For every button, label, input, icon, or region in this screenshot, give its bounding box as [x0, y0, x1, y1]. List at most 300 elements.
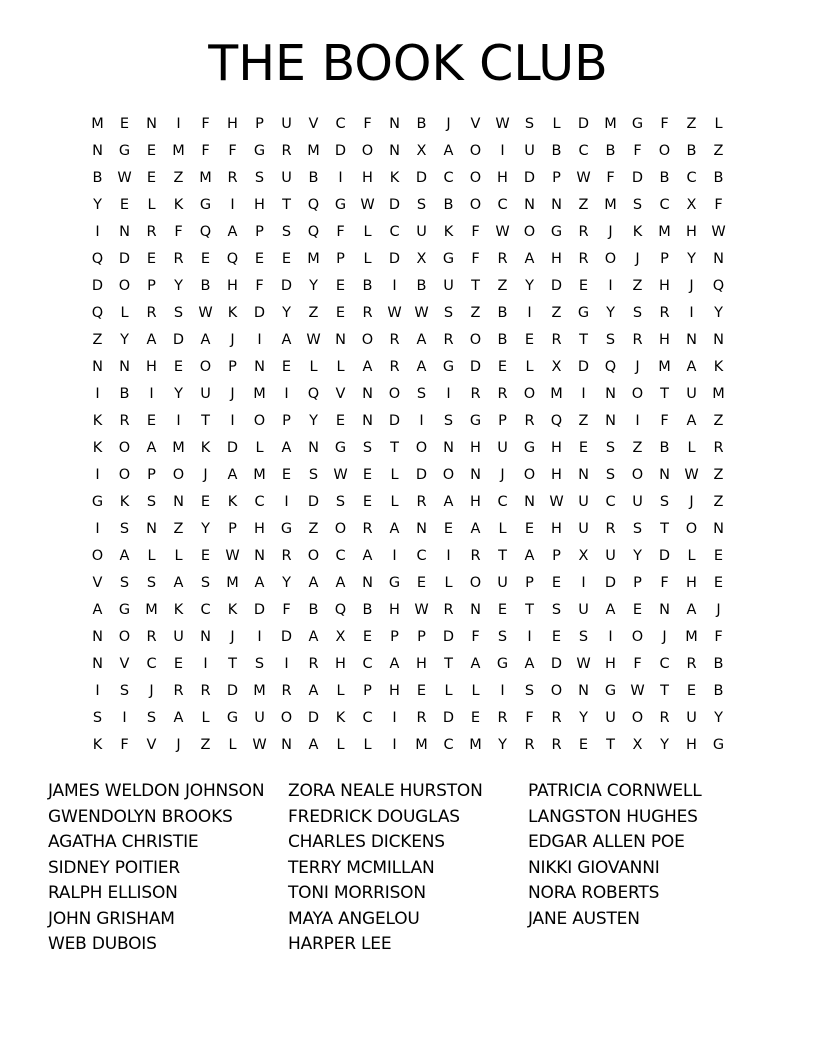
grid-letter[interactable]: I: [446, 386, 451, 402]
grid-letter[interactable]: I: [392, 548, 397, 564]
grid-letter[interactable]: N: [659, 467, 670, 483]
grid-letter[interactable]: H: [686, 575, 697, 591]
grid-letter[interactable]: G: [604, 683, 617, 699]
grid-letter[interactable]: O: [307, 548, 320, 564]
grid-letter[interactable]: L: [390, 467, 399, 483]
grid-letter[interactable]: U: [524, 143, 535, 159]
grid-letter[interactable]: O: [172, 467, 185, 483]
grid-letter[interactable]: N: [362, 413, 373, 429]
grid-letter[interactable]: A: [470, 656, 481, 672]
grid-letter[interactable]: Q: [307, 224, 320, 240]
grid-letter[interactable]: M: [91, 116, 104, 132]
grid-letter[interactable]: N: [92, 629, 103, 645]
grid-letter[interactable]: O: [253, 413, 266, 429]
grid-letter[interactable]: R: [578, 251, 589, 267]
grid-letter[interactable]: N: [119, 224, 130, 240]
grid-letter[interactable]: J: [230, 386, 235, 402]
grid-letter[interactable]: J: [635, 251, 640, 267]
grid-letter[interactable]: A: [119, 548, 130, 564]
grid-letter[interactable]: A: [686, 602, 697, 618]
grid-letter[interactable]: C: [686, 170, 697, 186]
grid-letter[interactable]: V: [146, 737, 157, 753]
grid-letter[interactable]: U: [200, 386, 211, 402]
grid-letter[interactable]: W: [684, 467, 699, 483]
grid-letter[interactable]: S: [335, 494, 346, 510]
grid-letter[interactable]: D: [550, 278, 563, 294]
grid-letter[interactable]: N: [713, 332, 724, 348]
grid-letter[interactable]: Y: [714, 710, 723, 726]
grid-letter[interactable]: J: [689, 494, 694, 510]
grid-letter[interactable]: Z: [632, 278, 643, 294]
grid-letter[interactable]: A: [281, 332, 292, 348]
grid-letter[interactable]: K: [173, 602, 184, 618]
grid-letter[interactable]: D: [280, 278, 293, 294]
grid-letter[interactable]: A: [524, 548, 535, 564]
grid-letter[interactable]: L: [363, 224, 372, 240]
grid-letter[interactable]: A: [308, 629, 319, 645]
grid-letter[interactable]: W: [576, 170, 591, 186]
grid-letter[interactable]: C: [497, 197, 508, 213]
grid-letter[interactable]: I: [95, 467, 100, 483]
grid-letter[interactable]: H: [254, 521, 265, 537]
grid-letter[interactable]: Z: [92, 332, 103, 348]
grid-letter[interactable]: K: [200, 440, 211, 456]
grid-letter[interactable]: E: [281, 467, 292, 483]
grid-letter[interactable]: U: [578, 602, 589, 618]
grid-letter[interactable]: N: [362, 386, 373, 402]
grid-letter[interactable]: Y: [660, 737, 669, 753]
grid-letter[interactable]: Z: [713, 143, 724, 159]
grid-letter[interactable]: M: [226, 575, 239, 591]
grid-letter[interactable]: L: [363, 251, 372, 267]
grid-letter[interactable]: D: [658, 548, 671, 564]
grid-letter[interactable]: I: [419, 413, 424, 429]
grid-letter[interactable]: X: [578, 548, 589, 564]
grid-letter[interactable]: F: [660, 575, 669, 591]
grid-letter[interactable]: T: [282, 197, 291, 213]
grid-letter[interactable]: P: [498, 413, 507, 429]
grid-letter[interactable]: C: [605, 494, 616, 510]
grid-letter[interactable]: O: [388, 386, 401, 402]
grid-letter[interactable]: S: [416, 386, 427, 402]
grid-letter[interactable]: Y: [174, 278, 183, 294]
grid-letter[interactable]: H: [335, 656, 346, 672]
grid-letter[interactable]: E: [146, 143, 157, 159]
grid-letter[interactable]: R: [497, 251, 508, 267]
grid-letter[interactable]: D: [577, 359, 590, 375]
grid-letter[interactable]: T: [660, 683, 669, 699]
grid-letter[interactable]: Y: [714, 305, 723, 321]
grid-letter[interactable]: I: [95, 224, 100, 240]
grid-letter[interactable]: H: [551, 521, 562, 537]
grid-letter[interactable]: S: [119, 575, 130, 591]
grid-letter[interactable]: W: [576, 656, 591, 672]
grid-letter[interactable]: Z: [173, 521, 184, 537]
grid-letter[interactable]: Z: [470, 305, 481, 321]
grid-letter[interactable]: R: [281, 143, 292, 159]
grid-letter[interactable]: A: [389, 521, 400, 537]
grid-letter[interactable]: M: [307, 251, 320, 267]
grid-letter[interactable]: E: [362, 494, 373, 510]
grid-letter[interactable]: R: [578, 224, 589, 240]
grid-letter[interactable]: S: [605, 332, 616, 348]
grid-letter[interactable]: G: [442, 359, 455, 375]
grid-letter[interactable]: R: [551, 737, 562, 753]
grid-letter[interactable]: H: [686, 737, 697, 753]
grid-letter[interactable]: E: [524, 521, 535, 537]
grid-letter[interactable]: R: [497, 710, 508, 726]
grid-letter[interactable]: B: [713, 683, 724, 699]
grid-letter[interactable]: U: [578, 494, 589, 510]
grid-letter[interactable]: O: [118, 440, 131, 456]
grid-letter[interactable]: A: [362, 548, 373, 564]
grid-letter[interactable]: O: [361, 332, 374, 348]
grid-letter[interactable]: A: [362, 359, 373, 375]
grid-letter[interactable]: R: [524, 413, 535, 429]
grid-letter[interactable]: T: [579, 332, 588, 348]
grid-letter[interactable]: L: [309, 359, 318, 375]
grid-letter[interactable]: M: [172, 143, 185, 159]
grid-letter[interactable]: N: [92, 359, 103, 375]
grid-letter[interactable]: R: [497, 386, 508, 402]
grid-letter[interactable]: Q: [226, 251, 239, 267]
grid-letter[interactable]: I: [392, 737, 397, 753]
grid-letter[interactable]: R: [713, 440, 724, 456]
grid-letter[interactable]: N: [470, 602, 481, 618]
grid-letter[interactable]: I: [95, 386, 100, 402]
grid-letter[interactable]: M: [199, 170, 212, 186]
grid-letter[interactable]: U: [686, 386, 697, 402]
grid-letter[interactable]: M: [145, 602, 158, 618]
grid-letter[interactable]: P: [660, 251, 669, 267]
grid-letter[interactable]: R: [470, 548, 481, 564]
grid-letter[interactable]: C: [362, 710, 373, 726]
grid-letter[interactable]: Z: [551, 305, 562, 321]
grid-letter[interactable]: Y: [579, 710, 588, 726]
grid-letter[interactable]: O: [118, 629, 131, 645]
grid-letter[interactable]: S: [119, 521, 130, 537]
grid-letter[interactable]: G: [118, 143, 131, 159]
grid-letter[interactable]: G: [226, 710, 239, 726]
grid-letter[interactable]: P: [336, 251, 345, 267]
grid-letter[interactable]: G: [334, 197, 347, 213]
grid-letter[interactable]: S: [524, 683, 535, 699]
grid-letter[interactable]: A: [605, 602, 616, 618]
grid-letter[interactable]: E: [335, 278, 346, 294]
grid-letter[interactable]: C: [497, 494, 508, 510]
grid-letter[interactable]: I: [284, 656, 289, 672]
grid-letter[interactable]: L: [147, 548, 156, 564]
grid-letter[interactable]: K: [227, 305, 238, 321]
grid-letter[interactable]: T: [606, 737, 615, 753]
grid-letter[interactable]: S: [497, 629, 508, 645]
grid-letter[interactable]: E: [524, 332, 535, 348]
grid-letter[interactable]: A: [443, 494, 454, 510]
grid-letter[interactable]: S: [551, 602, 562, 618]
grid-letter[interactable]: N: [389, 143, 400, 159]
grid-letter[interactable]: Q: [550, 413, 563, 429]
grid-letter[interactable]: R: [551, 332, 562, 348]
grid-letter[interactable]: P: [228, 359, 237, 375]
grid-letter[interactable]: X: [686, 197, 697, 213]
grid-letter[interactable]: B: [308, 170, 319, 186]
grid-letter[interactable]: P: [633, 575, 642, 591]
grid-letter[interactable]: N: [335, 332, 346, 348]
grid-letter[interactable]: H: [389, 683, 400, 699]
grid-letter[interactable]: E: [335, 305, 346, 321]
grid-letter[interactable]: O: [199, 359, 212, 375]
grid-letter[interactable]: H: [686, 224, 697, 240]
grid-letter[interactable]: K: [443, 224, 454, 240]
grid-letter[interactable]: E: [119, 197, 130, 213]
grid-letter[interactable]: N: [524, 494, 535, 510]
grid-letter[interactable]: J: [203, 467, 208, 483]
grid-letter[interactable]: O: [685, 521, 698, 537]
grid-letter[interactable]: K: [389, 170, 400, 186]
grid-letter[interactable]: O: [469, 170, 482, 186]
grid-letter[interactable]: O: [280, 710, 293, 726]
grid-letter[interactable]: D: [388, 413, 401, 429]
grid-letter[interactable]: I: [284, 494, 289, 510]
grid-letter[interactable]: G: [469, 413, 482, 429]
grid-letter[interactable]: U: [605, 548, 616, 564]
grid-letter[interactable]: Y: [282, 305, 291, 321]
grid-letter[interactable]: E: [362, 467, 373, 483]
grid-letter[interactable]: N: [578, 683, 589, 699]
grid-letter[interactable]: G: [523, 440, 536, 456]
grid-letter[interactable]: A: [308, 737, 319, 753]
grid-letter[interactable]: O: [118, 467, 131, 483]
grid-letter[interactable]: O: [469, 143, 482, 159]
grid-letter[interactable]: D: [388, 197, 401, 213]
grid-letter[interactable]: H: [362, 170, 373, 186]
grid-letter[interactable]: R: [389, 359, 400, 375]
grid-letter[interactable]: N: [416, 521, 427, 537]
grid-letter[interactable]: S: [443, 413, 454, 429]
grid-letter[interactable]: P: [147, 278, 156, 294]
grid-letter[interactable]: W: [549, 494, 564, 510]
grid-letter[interactable]: M: [469, 737, 482, 753]
grid-letter[interactable]: M: [550, 386, 563, 402]
grid-letter[interactable]: G: [577, 305, 590, 321]
grid-letter[interactable]: Y: [309, 413, 318, 429]
grid-letter[interactable]: T: [660, 386, 669, 402]
grid-letter[interactable]: D: [91, 278, 104, 294]
grid-letter[interactable]: M: [253, 467, 266, 483]
grid-letter[interactable]: L: [336, 359, 345, 375]
grid-letter[interactable]: N: [524, 197, 535, 213]
grid-letter[interactable]: H: [551, 467, 562, 483]
grid-letter[interactable]: Q: [307, 386, 320, 402]
grid-letter[interactable]: W: [711, 224, 726, 240]
grid-letter[interactable]: O: [469, 332, 482, 348]
grid-letter[interactable]: N: [146, 116, 157, 132]
grid-letter[interactable]: J: [149, 683, 154, 699]
grid-letter[interactable]: J: [230, 332, 235, 348]
grid-letter[interactable]: A: [686, 413, 697, 429]
grid-letter[interactable]: E: [173, 656, 184, 672]
grid-letter[interactable]: X: [551, 359, 562, 375]
grid-letter[interactable]: O: [91, 548, 104, 564]
grid-letter[interactable]: D: [334, 143, 347, 159]
grid-letter[interactable]: F: [471, 629, 480, 645]
grid-letter[interactable]: P: [417, 629, 426, 645]
grid-letter[interactable]: B: [497, 332, 508, 348]
grid-letter[interactable]: C: [443, 737, 454, 753]
grid-letter[interactable]: U: [497, 575, 508, 591]
grid-letter[interactable]: W: [225, 548, 240, 564]
grid-letter[interactable]: G: [280, 521, 293, 537]
grid-letter[interactable]: K: [92, 737, 103, 753]
grid-letter[interactable]: B: [713, 656, 724, 672]
grid-letter[interactable]: U: [281, 170, 292, 186]
grid-letter[interactable]: P: [255, 224, 264, 240]
grid-letter[interactable]: O: [469, 575, 482, 591]
grid-letter[interactable]: O: [334, 521, 347, 537]
grid-letter[interactable]: D: [226, 683, 239, 699]
grid-letter[interactable]: E: [416, 683, 427, 699]
grid-letter[interactable]: D: [172, 332, 185, 348]
grid-letter[interactable]: O: [604, 251, 617, 267]
grid-letter[interactable]: D: [442, 629, 455, 645]
grid-letter[interactable]: A: [146, 440, 157, 456]
grid-letter[interactable]: W: [117, 170, 132, 186]
grid-letter[interactable]: M: [712, 386, 725, 402]
grid-letter[interactable]: I: [257, 332, 262, 348]
grid-letter[interactable]: S: [200, 575, 211, 591]
grid-letter[interactable]: R: [119, 413, 130, 429]
grid-letter[interactable]: G: [253, 143, 266, 159]
grid-letter[interactable]: A: [308, 683, 319, 699]
grid-letter[interactable]: Y: [282, 575, 291, 591]
grid-letter[interactable]: N: [173, 494, 184, 510]
grid-letter[interactable]: U: [578, 521, 589, 537]
grid-letter[interactable]: Q: [334, 602, 347, 618]
grid-letter[interactable]: B: [686, 143, 697, 159]
grid-letter[interactable]: J: [662, 629, 667, 645]
grid-letter[interactable]: K: [335, 710, 346, 726]
grid-letter[interactable]: F: [471, 251, 480, 267]
grid-letter[interactable]: O: [658, 143, 671, 159]
grid-letter[interactable]: H: [659, 332, 670, 348]
grid-letter[interactable]: Y: [498, 737, 507, 753]
grid-letter[interactable]: E: [578, 440, 589, 456]
grid-letter[interactable]: N: [578, 467, 589, 483]
grid-letter[interactable]: I: [608, 629, 613, 645]
grid-letter[interactable]: E: [713, 575, 724, 591]
grid-letter[interactable]: L: [255, 440, 264, 456]
grid-letter[interactable]: F: [714, 629, 723, 645]
grid-letter[interactable]: E: [551, 575, 562, 591]
grid-letter[interactable]: W: [306, 332, 321, 348]
grid-letter[interactable]: D: [118, 251, 131, 267]
grid-letter[interactable]: R: [173, 251, 184, 267]
grid-letter[interactable]: O: [118, 278, 131, 294]
grid-letter[interactable]: S: [119, 683, 130, 699]
grid-letter[interactable]: Q: [604, 359, 617, 375]
grid-letter[interactable]: C: [659, 197, 670, 213]
grid-letter[interactable]: U: [281, 116, 292, 132]
grid-letter[interactable]: N: [146, 521, 157, 537]
grid-letter[interactable]: O: [631, 386, 644, 402]
grid-letter[interactable]: R: [416, 494, 427, 510]
grid-letter[interactable]: O: [550, 683, 563, 699]
grid-letter[interactable]: J: [635, 359, 640, 375]
grid-letter[interactable]: T: [660, 521, 669, 537]
grid-letter[interactable]: G: [91, 494, 104, 510]
grid-letter[interactable]: S: [308, 467, 319, 483]
grid-letter[interactable]: I: [176, 413, 181, 429]
grid-letter[interactable]: I: [230, 197, 235, 213]
grid-letter[interactable]: C: [443, 170, 454, 186]
grid-letter[interactable]: U: [632, 494, 643, 510]
grid-letter[interactable]: O: [415, 440, 428, 456]
grid-letter[interactable]: Z: [578, 413, 589, 429]
grid-letter[interactable]: L: [687, 548, 696, 564]
grid-letter[interactable]: B: [416, 116, 427, 132]
grid-letter[interactable]: A: [416, 332, 427, 348]
grid-letter[interactable]: I: [230, 413, 235, 429]
grid-letter[interactable]: S: [578, 629, 589, 645]
grid-letter[interactable]: C: [416, 548, 427, 564]
grid-letter[interactable]: B: [362, 278, 373, 294]
grid-letter[interactable]: S: [632, 305, 643, 321]
grid-letter[interactable]: L: [228, 737, 237, 753]
grid-letter[interactable]: U: [416, 224, 427, 240]
grid-letter[interactable]: Z: [497, 278, 508, 294]
grid-letter[interactable]: M: [253, 683, 266, 699]
grid-letter[interactable]: E: [200, 494, 211, 510]
grid-letter[interactable]: P: [147, 467, 156, 483]
grid-letter[interactable]: S: [416, 197, 427, 213]
grid-letter[interactable]: D: [550, 656, 563, 672]
grid-letter[interactable]: I: [608, 278, 613, 294]
grid-letter[interactable]: E: [713, 548, 724, 564]
grid-letter[interactable]: B: [119, 386, 130, 402]
grid-letter[interactable]: Q: [712, 278, 725, 294]
grid-letter[interactable]: L: [147, 197, 156, 213]
grid-letter[interactable]: D: [442, 710, 455, 726]
grid-letter[interactable]: Y: [606, 305, 615, 321]
grid-letter[interactable]: V: [308, 116, 319, 132]
grid-letter[interactable]: Z: [308, 305, 319, 321]
grid-letter[interactable]: E: [146, 170, 157, 186]
grid-letter[interactable]: E: [686, 683, 697, 699]
grid-letter[interactable]: J: [176, 737, 181, 753]
grid-letter[interactable]: P: [552, 170, 561, 186]
grid-letter[interactable]: K: [92, 413, 103, 429]
grid-letter[interactable]: S: [632, 197, 643, 213]
grid-letter[interactable]: W: [360, 197, 375, 213]
grid-letter[interactable]: Z: [713, 494, 724, 510]
grid-letter[interactable]: N: [470, 467, 481, 483]
grid-letter[interactable]: U: [497, 440, 508, 456]
grid-letter[interactable]: J: [500, 467, 505, 483]
grid-letter[interactable]: W: [198, 305, 213, 321]
grid-letter[interactable]: T: [201, 413, 210, 429]
grid-letter[interactable]: A: [92, 602, 103, 618]
grid-letter[interactable]: N: [605, 386, 616, 402]
grid-letter[interactable]: A: [281, 440, 292, 456]
grid-letter[interactable]: S: [632, 521, 643, 537]
grid-letter[interactable]: Z: [308, 521, 319, 537]
grid-letter[interactable]: A: [200, 332, 211, 348]
grid-letter[interactable]: I: [95, 521, 100, 537]
grid-letter[interactable]: O: [361, 143, 374, 159]
grid-letter[interactable]: E: [497, 359, 508, 375]
grid-letter[interactable]: J: [446, 116, 451, 132]
grid-letter[interactable]: D: [253, 602, 266, 618]
